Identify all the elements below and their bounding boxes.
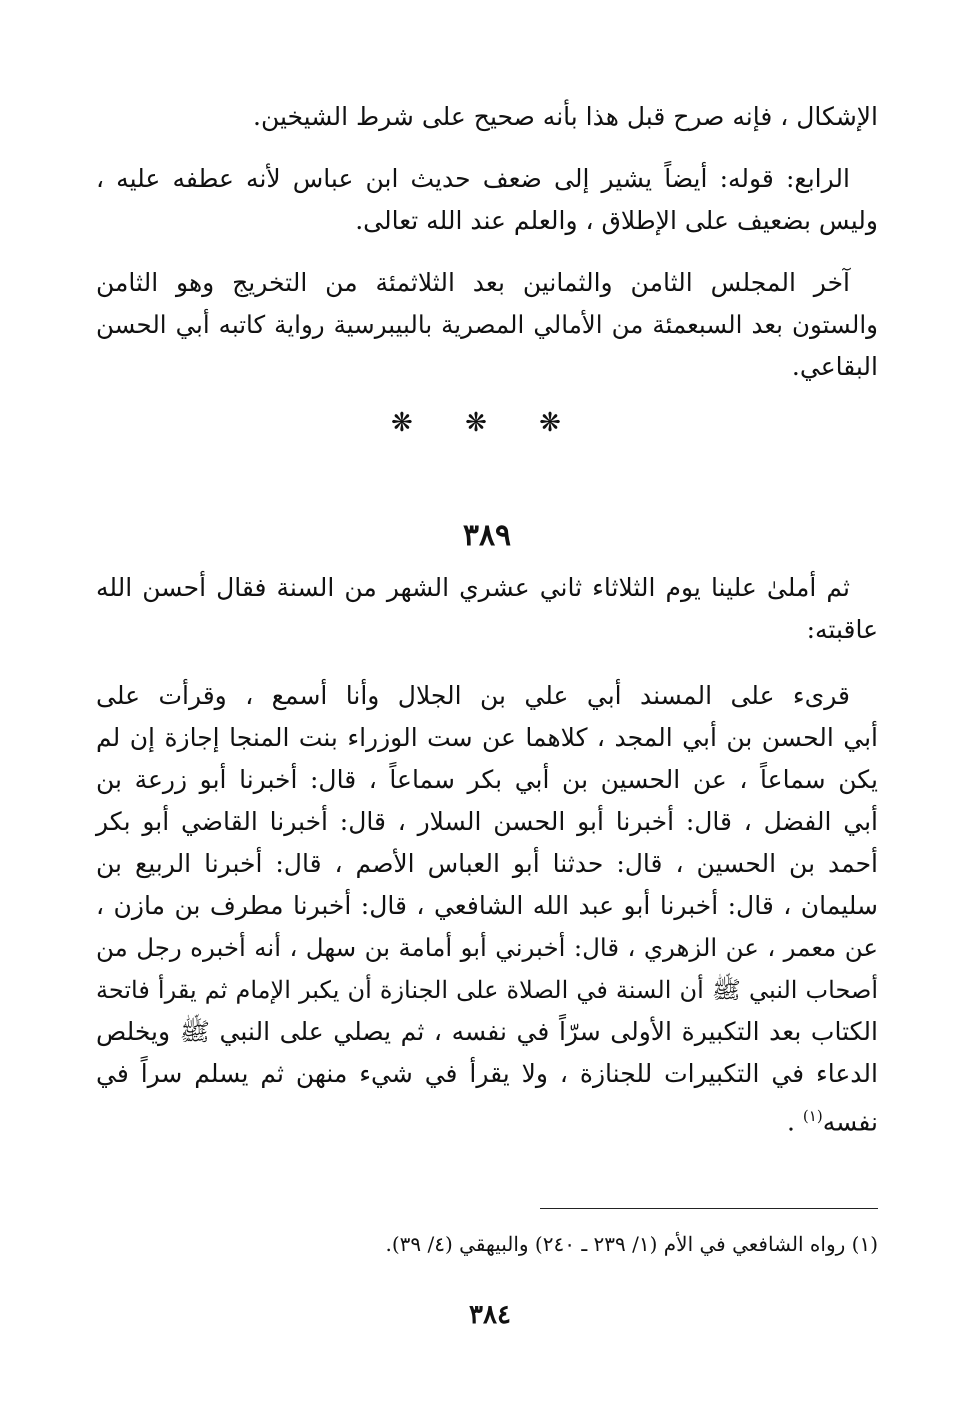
section-number: ٣٨٩ bbox=[462, 518, 512, 553]
text-line: عاقبته: bbox=[806, 615, 878, 644]
last-line-end: . bbox=[787, 1107, 795, 1137]
footnote-divider bbox=[540, 1208, 878, 1209]
text-line: أبي الفضل ، قال: أخبرنا أبو الحسن السلار ، قال: أخبرنا القاضي أبو بكر bbox=[96, 807, 878, 836]
text-line: البقاعي. bbox=[791, 352, 878, 381]
text-line: الإشكال ، فإنه صرح قبل هذا بأنه صحيح على شرط الشيخين. bbox=[253, 102, 878, 131]
text-line: عن معمر ، عن الزهري ، قال: أخبرني أبو أمامة بن سهل ، أنه أخبره رجل من bbox=[96, 933, 878, 962]
footnote: (١) رواه الشافعي في الأم (١/ ٢٣٩ ـ ٢٤٠) والبيهقي (٤/ ٣٩). bbox=[385, 1232, 878, 1256]
last-line-text: نفسه bbox=[822, 1107, 878, 1137]
text-line-final bbox=[96, 1095, 878, 1143]
text-line: ثم أملىٰ علينا يوم الثلاثاء ثاني عشري الشهر من السنة فقال أحسن الله bbox=[96, 573, 850, 602]
text-line: الدعاء في التكبيرات للجنازة ، ولا يقرأ في شيء منهن ثم يسلم سراً في bbox=[96, 1059, 878, 1088]
paragraph-fourth-point bbox=[96, 158, 878, 242]
text-line: آخر المجلس الثامن والثمانين بعد الثلاثمئة من التخريج وهو الثامن bbox=[96, 268, 850, 297]
text-line: الكتاب بعد التكبيرة الأولى سرّاً في نفسه ، ثم يصلي على النبي ﷺ ويخلص bbox=[96, 1017, 878, 1046]
text-line: وليس بضعيف على الإطلاق ، والعلم عند الله تعالى. bbox=[355, 206, 878, 235]
text-line: والستون بعد السبعمئة من الأمالي المصرية بالبيبرسية رواية كاتبه أبي الحسن bbox=[96, 310, 878, 339]
text-line: أصحاب النبي ﷺ أن السنة في الصلاة على الجنازة أن يكبر الإمام ثم يقرأ فاتحة bbox=[96, 976, 878, 1004]
paragraph-continuation bbox=[96, 96, 878, 138]
page-number: ٣٨٤ bbox=[469, 1300, 511, 1330]
text-line: سليمان ، قال: أخبرنا أبو عبد الله الشافعي ، قال: أخبرنا مطرف بن مازن ، bbox=[96, 891, 878, 920]
page-body bbox=[96, 96, 878, 1163]
text-line: أحمد بن الحسين ، قال: حدثنا أبو العباس الأصم ، قال: أخبرنا الربيع بن bbox=[96, 849, 878, 878]
text-line: يكن سماعاً ، عن الحسين بن أبي بكر سماعاً ، قال: أخبرنا أبو زرعة بن bbox=[96, 765, 878, 794]
paragraph-session-end bbox=[96, 262, 878, 388]
paragraph-intro bbox=[96, 567, 878, 651]
footnote-reference[interactable]: (١) bbox=[802, 1107, 823, 1125]
text-line: قرىء على المسند أبي علي بن الجلال وأنا أسمع ، وقرأت على bbox=[96, 681, 850, 710]
section-separator: ❋ ❋ ❋ bbox=[391, 408, 583, 438]
paragraph-hadith bbox=[96, 675, 878, 1143]
text-line: الرابع: قوله: أيضاً يشير إلى ضعف حديث ابن عباس لأنه عطفه عليه ، bbox=[96, 164, 850, 193]
text-line: أبي الحسن بن أبي المجد ، كلاهما عن ست الوزراء بنت المنجا إجازة إن لم bbox=[96, 723, 878, 752]
